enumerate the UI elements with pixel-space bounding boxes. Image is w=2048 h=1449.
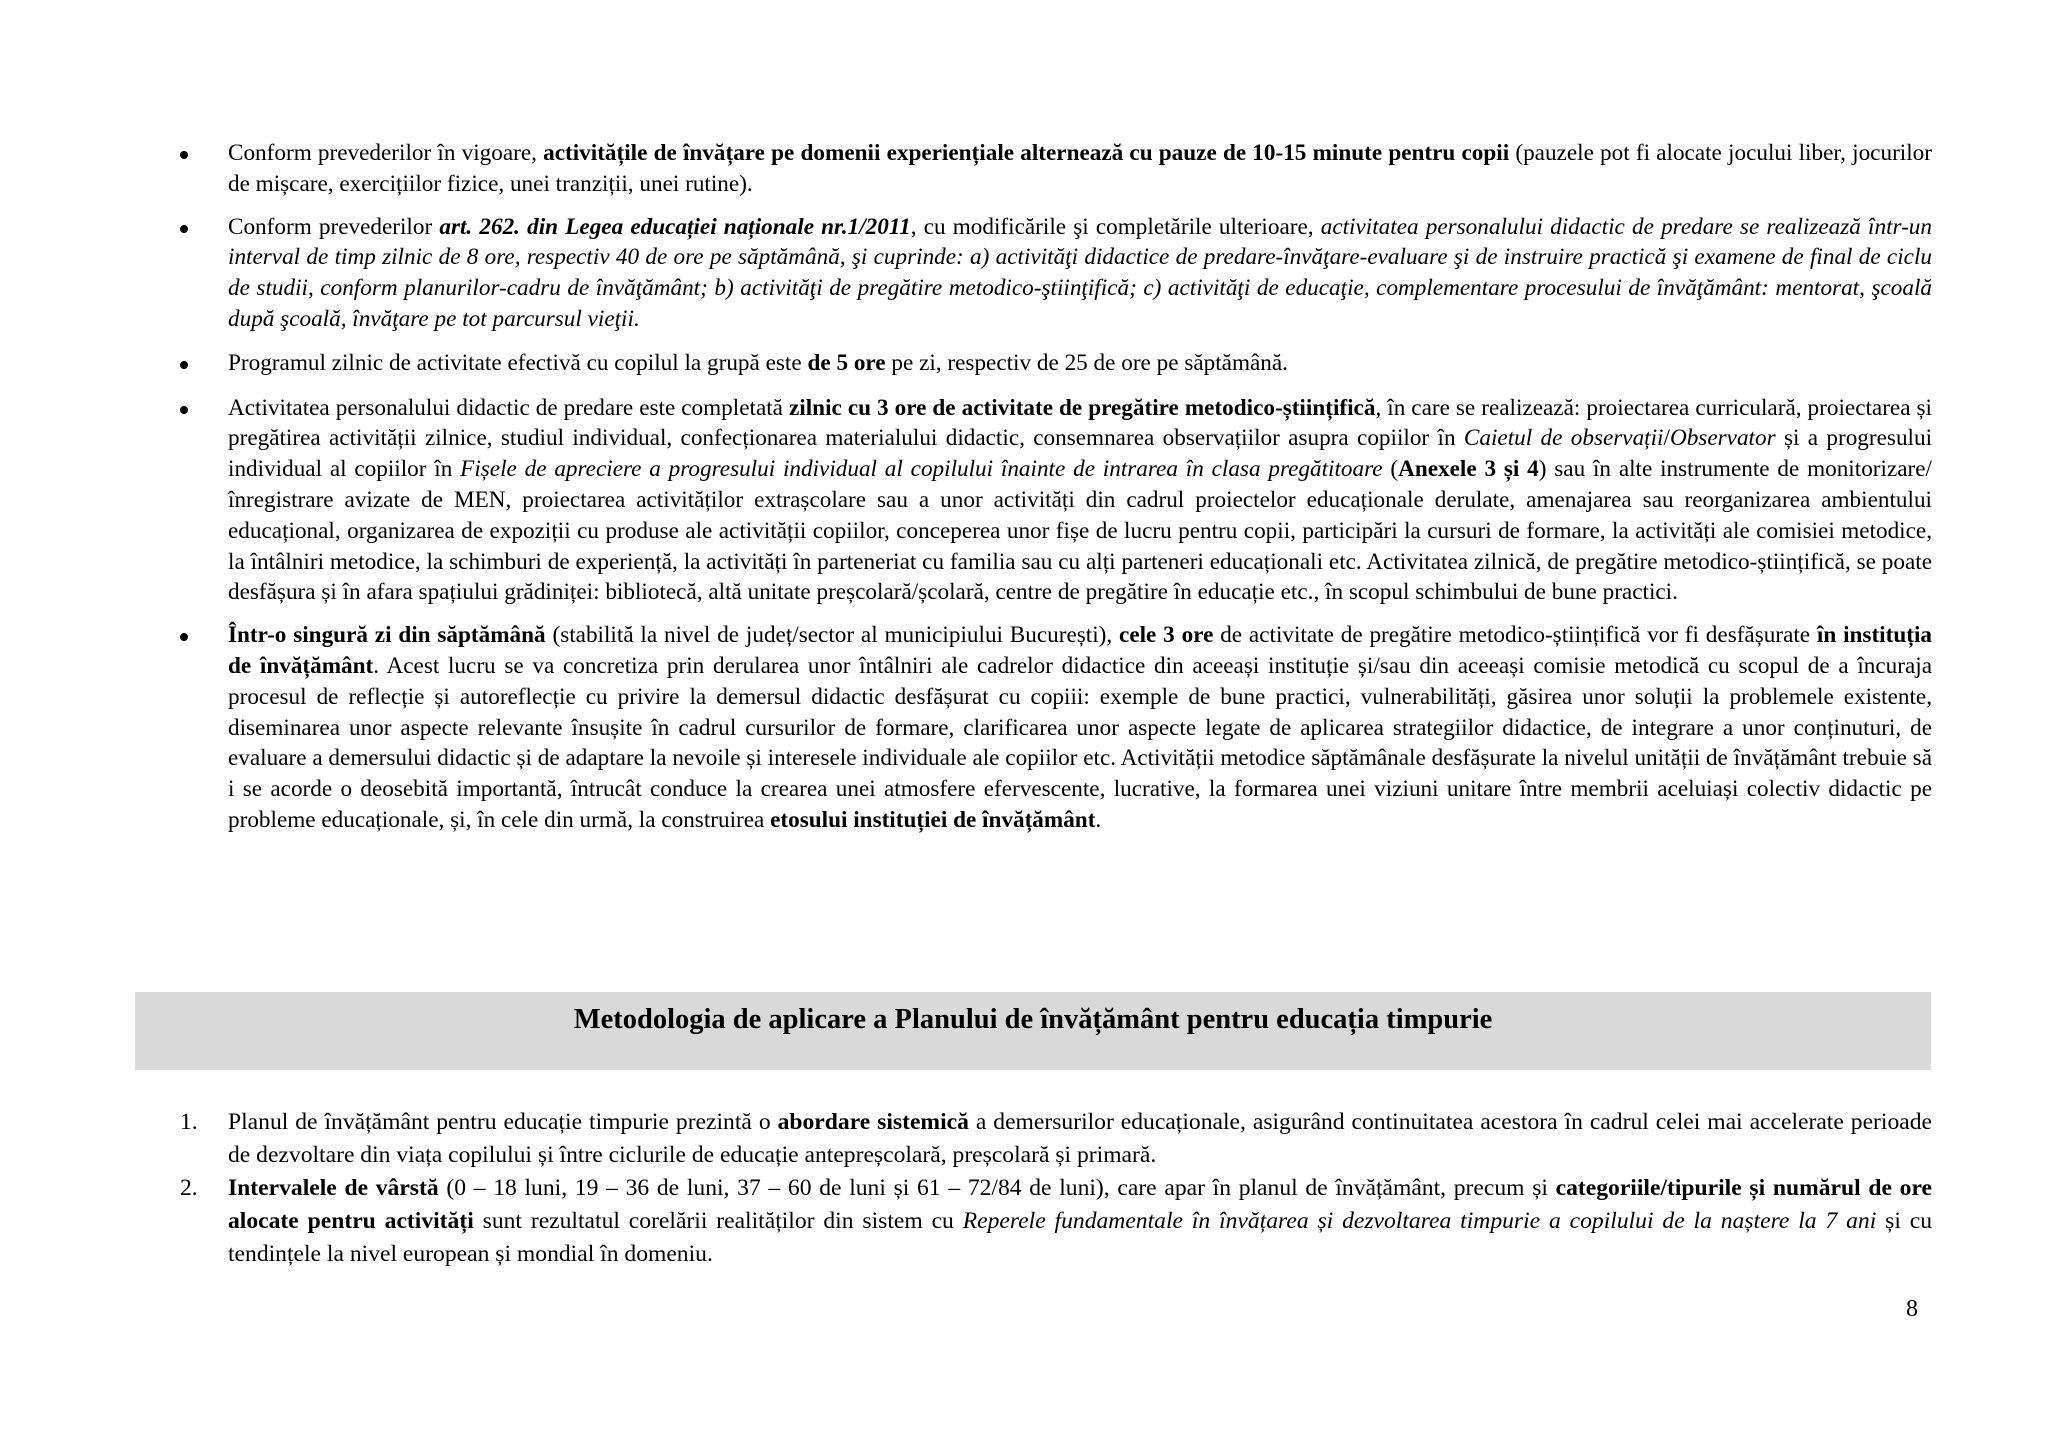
text-run: ( bbox=[1382, 456, 1399, 483]
bullet-text bbox=[228, 140, 1932, 197]
bullet-text bbox=[228, 395, 1932, 606]
text-run: Caietul de observații bbox=[1463, 425, 1664, 452]
text-run: Conform prevederilor în vigoare, bbox=[228, 140, 544, 166]
text-run: și cu tendințele la nivel european și mondial în domeniu. bbox=[228, 1208, 1933, 1267]
bullet-dot bbox=[180, 225, 188, 233]
text-run: Reperele fundamentale în învățarea și dezvoltarea timpurie a copilului de la naștere la 7 ani bbox=[962, 1208, 1877, 1234]
text-run: Conform prevederilor bbox=[228, 213, 440, 240]
numbered-list bbox=[180, 1106, 1932, 1271]
bullet-dot bbox=[180, 633, 188, 641]
text-run: etosului instituției de învățământ bbox=[770, 806, 1096, 833]
text-run: Programul zilnic de activitate efectivă cu copilul la grupă este bbox=[228, 349, 808, 376]
text-run: Planul de învățământ pentru educație timpurie prezintă o bbox=[228, 1109, 778, 1135]
text-run: a demersurilor educaționale, asigurând continuitatea acestora în cadrul celei mai accelerate perioade de dezvoltare din viața copilului și între ciclurile de educație antepreșcolară, preșcolară și primară. bbox=[228, 1109, 1933, 1168]
text-run: zilnic cu 3 ore de activitate de pregătire metodico-științifică bbox=[789, 394, 1376, 421]
section-heading: Metodologia de aplicare a Planului de învățământ pentru educația timpurie bbox=[135, 992, 1931, 1070]
text-run: Într-o singură zi din săptămână bbox=[228, 622, 546, 649]
text-run: activitatea personalului didactic de predare se realizează într-un interval de timp zilnic de 8 ore, respectiv 40 de ore pe săptămână, şi cuprinde: a) activităţi didactice de predare-învăţare-evaluare şi de instruire practică şi examene de final de ciclu de studii, conform planurilor-cadru de învăţământ; b) activităţi de pregătire metodico-ştiinţifică; c) activităţi de educaţie, complementare procesului de învăţământ: mentorat, şcoală după şcoală, învăţare pe tot parcursul vieţii. bbox=[228, 213, 1932, 332]
text-run: de 5 ore bbox=[807, 349, 886, 376]
text-run: / bbox=[1663, 425, 1670, 452]
text-run: (0 – 18 luni, 19 – 36 de luni, 37 – 60 de luni și 61 – 72/84 de luni), care apar în planul de învățământ, precum și bbox=[438, 1175, 1556, 1201]
text-run: categoriile/tipurile și numărul de ore alocate pentru activități bbox=[228, 1175, 1932, 1234]
bullet-text bbox=[228, 350, 1288, 376]
text-run: în instituția de învățământ bbox=[228, 622, 1932, 679]
item-number: 2. bbox=[180, 1175, 198, 1201]
text-run: abordare sistemică bbox=[777, 1109, 969, 1135]
text-run: Observator bbox=[1669, 425, 1776, 452]
text-run: , cu modificările şi completările ulterioare, bbox=[910, 213, 1321, 240]
numbered-item bbox=[180, 1172, 1932, 1271]
page-number: 8 bbox=[1906, 1296, 1918, 1322]
text-run: și a progresului individual al copiilor în bbox=[228, 425, 1933, 483]
text-run: Anexele 3 și 4 bbox=[1398, 456, 1539, 483]
text-run: , în care se realizează: proiectarea curriculară, proiectarea și pregătirea activității zilnice, studiul individual, confecționarea materialului didactic, consemnarea observațiilor asupra copiilor în bbox=[228, 394, 1933, 452]
bullet-text bbox=[228, 622, 1932, 833]
text-run: ) sau în alte instrumente de monitorizare/înregistrare avizate de MEN, proiectarea activităților extrașcolare sau a unor activități din cadrul proiectelor educaționale derulate, amenajarea sau reorganizarea ambientului educațional, organizarea de expoziții cu produse ale activității copiilor, conceperea unor fișe de lucru pentru copii, participări la cursuri de formare, la activități ale comisiei metodice, la întâlniri metodice, la schimburi de experiență, la activități în parteneriat cu familia sau cu alți parteneri educaționali etc. Activitatea zilnică, de pregătire metodico-științifică, se poate desfășura și în afara spațiului grădiniței: bibliotecă, altă unitate preșcolară/școlară, centre de pregătire în educație etc., în scopul schimbului de bune practici. bbox=[228, 456, 1932, 606]
bullet-item bbox=[180, 138, 1932, 200]
text-run: pe zi, respectiv de 25 de ore pe săptămână. bbox=[885, 349, 1288, 376]
bullet-item bbox=[180, 393, 1932, 609]
text-run: sunt rezultatul corelării realităților din sistem cu bbox=[473, 1208, 963, 1234]
text-run: (stabilită la nivel de județ/sector al municipiului București), bbox=[545, 622, 1120, 649]
text-run: de activitate de pregătire metodico-științifică vor fi desfășurate bbox=[1213, 622, 1817, 649]
text-run: Intervalele de vârstă bbox=[228, 1175, 439, 1201]
bullet-text bbox=[228, 214, 1932, 332]
numbered-text bbox=[228, 1175, 1932, 1267]
item-number: 1. bbox=[180, 1109, 198, 1135]
text-run: Fișele de apreciere a progresului individual al copilului înainte de intrarea în clasa pregătitoare bbox=[460, 456, 1383, 483]
bullet-dot bbox=[180, 151, 188, 159]
bullet-item bbox=[180, 212, 1932, 335]
text-run: . bbox=[1095, 806, 1102, 833]
text-run: (pauzele pot fi alocate jocului liber, jocurilor de mișcare, exercițiilor fizice, unei tranziții, unei rutine). bbox=[228, 140, 1932, 197]
bullet-dot bbox=[180, 406, 188, 414]
bullet-item bbox=[180, 348, 1932, 379]
text-run: cele 3 ore bbox=[1119, 622, 1214, 649]
bullet-dot bbox=[180, 361, 188, 369]
text-run: activitățile de învățare pe domenii experiențiale alternează cu pauze de 10-15 minute pentru copii bbox=[543, 140, 1510, 166]
bullet-item bbox=[180, 620, 1932, 836]
text-run: Activitatea personalului didactic de predare este completată bbox=[228, 394, 789, 421]
bullet-list bbox=[180, 138, 1932, 836]
numbered-item bbox=[180, 1106, 1932, 1172]
text-run: art. 262. din Legea educației naționale nr.1/2011 bbox=[439, 213, 911, 240]
text-run: . Acest lucru se va concretiza prin derularea unor întâlniri ale cadrelor didactice din aceeași instituție și/sau din aceeași comisie metodică cu scopul de a încuraja procesul de reflecție și autoreflecție cu privire la demersul didactic desfășurat cu copiii: exemple de bune practici, vulnerabilități, găsirea unor soluții la problemele existente, diseminarea unor aspecte relevante însușite în cadrul cursurilor de formare, clarificarea unor aspecte legate de aplicarea strategiilor didactice, de integrare a unor conținuturi, de evaluare a demersului didactic și de adaptare la nevoile și interesele individuale ale copiilor etc. Activității metodice săptămânale desfășurate la nivelul unității de învățământ trebuie să i se acorde o deosebită importantă, întrucât conduce la crearea unei atmosfere efervescente, lucrative, la formarea unei viziuni unitare între membrii aceluiași colectiv didactic pe probleme educaționale, și, în cele din urmă, la construirea bbox=[228, 652, 1932, 833]
numbered-text bbox=[228, 1109, 1932, 1168]
